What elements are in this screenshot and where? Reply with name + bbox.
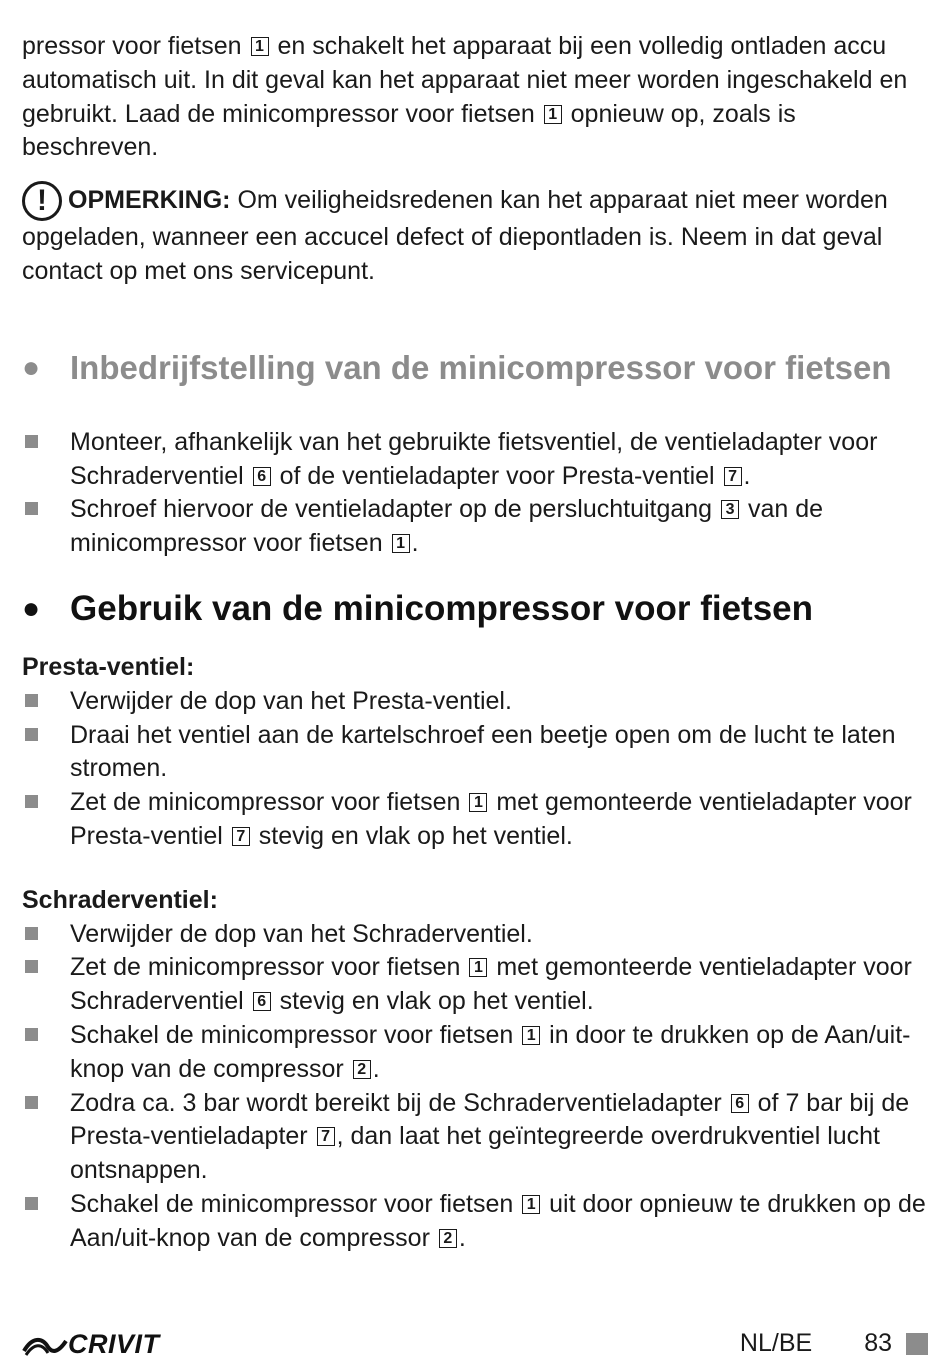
reference-box: 2: [439, 1229, 457, 1248]
note-text: Om veiligheidsredenen kan het apparaat niet meer worden opgeladen, wanneer een accucel defect of diepontladen is. Neem in dat geval contact op met ons servicepunt.: [22, 186, 888, 285]
section-title: Inbedrijfstelling van de minicompressor voor fietsen: [70, 348, 892, 386]
item-text: of 7 bar bij de Presta-ventieladapter: [70, 1088, 910, 1151]
reference-box: 6: [253, 992, 271, 1011]
note-paragraph: [22, 181, 928, 289]
item-text: Monteer, afhankelijk van het gebruikte fietsventiel, de ventieladapter voor Schraderventiel: [70, 427, 878, 490]
reference-box: 1: [544, 105, 562, 124]
brand-logo: [22, 1329, 160, 1360]
list-item: [22, 918, 928, 952]
intro-text: opnieuw op, zoals is beschreven.: [22, 99, 796, 162]
item-text: .: [458, 1223, 466, 1252]
list-item: [22, 951, 928, 1019]
setup-list: [22, 426, 928, 561]
reference-box: 1: [469, 958, 487, 977]
square-bullet-icon: [22, 1188, 70, 1256]
intro-paragraph: [22, 30, 928, 165]
list-item: [22, 1087, 928, 1188]
item-text: uit door opnieuw te drukken op de Aan/uit-knop van de compressor: [70, 1189, 926, 1252]
reference-box: 1: [392, 534, 410, 553]
item-text: .: [372, 1054, 380, 1083]
item-text: Verwijder de dop van het Schraderventiel.: [70, 919, 533, 948]
document-page: [22, 30, 928, 1256]
item-text: Schakel de minicompressor voor fietsen: [70, 1020, 521, 1049]
list-item: [22, 685, 928, 719]
item-text: stevig en vlak op het ventiel.: [251, 821, 573, 850]
square-bullet-icon: [22, 719, 70, 787]
section-heading-gebruik: [22, 588, 928, 628]
reference-box: 1: [251, 37, 269, 56]
square-bullet-icon: [22, 493, 70, 561]
item-text: .: [411, 529, 419, 558]
item-text: met gemonteerde ventieladapter voor Presta-ventiel: [70, 788, 912, 850]
list-item: [22, 786, 928, 854]
reference-box: 7: [232, 827, 250, 846]
brand-name: CRIVIT: [68, 1329, 160, 1359]
reference-box: 2: [353, 1060, 371, 1079]
square-bullet-icon: [22, 426, 70, 494]
item-text: .: [743, 461, 751, 490]
page-footer: [22, 1325, 928, 1365]
page-number: 83: [864, 1329, 892, 1357]
item-text: met gemonteerde ventieladapter voor Schraderventiel: [70, 953, 912, 1016]
reference-box: 6: [731, 1094, 749, 1113]
item-text: Verwijder de dop van het Presta-ventiel.: [70, 686, 512, 715]
heading-bullet-icon: ●: [22, 350, 41, 384]
reference-box: 7: [317, 1127, 335, 1146]
list-item: [22, 426, 928, 494]
item-text: of de ventieladapter voor Presta-ventiel: [272, 461, 722, 490]
footer-right: [740, 1329, 928, 1358]
intro-text: pressor voor fietsen: [22, 32, 249, 60]
list-item: [22, 719, 928, 787]
item-text: Zodra ca. 3 bar wordt bereikt bij de Schraderventieladapter: [70, 1088, 729, 1117]
reference-box: 6: [253, 467, 271, 486]
item-text: Zet de minicompressor voor fietsen: [70, 788, 468, 817]
item-text: Schakel de minicompressor voor fietsen: [70, 1189, 521, 1218]
item-text: stevig en vlak op het ventiel.: [272, 987, 594, 1016]
item-text: Schroef hiervoor de ventieladapter op de persluchtuitgang: [70, 495, 720, 524]
footer-square-icon: [906, 1333, 928, 1355]
note-label: OPMERKING:: [68, 186, 231, 215]
item-text: Zet de minicompressor voor fietsen: [70, 953, 468, 982]
crivit-wave-logo-icon: [22, 1333, 68, 1357]
subheading-schrader: Schraderventiel:: [22, 885, 218, 914]
list-item: [22, 1019, 928, 1087]
square-bullet-icon: [22, 951, 70, 1019]
square-bullet-icon: [22, 786, 70, 854]
reference-box: 1: [469, 793, 487, 812]
item-text: , dan laat het geïntegreerde overdrukventiel lucht ontsnappen.: [70, 1122, 881, 1185]
presta-list: [22, 685, 928, 854]
heading-bullet-icon: ●: [22, 591, 41, 625]
section-heading-inbedrijfstelling: [22, 348, 928, 386]
reference-box: 1: [522, 1026, 540, 1045]
subheading-presta: Presta-ventiel:: [22, 652, 195, 681]
item-text: Draai het ventiel aan de kartelschroef een beetje open om de lucht te laten stromen.: [70, 720, 896, 783]
schrader-list: [22, 918, 928, 1256]
intro-text: en schakelt het apparaat bij een volledig ontladen accu automatisch uit. In dit geval kan het apparaat niet meer worden ingeschakeld en gebruikt. Laad de minicompressor voor fietsen: [22, 32, 908, 128]
language-code: NL/BE: [739, 1329, 813, 1357]
item-text: in door te drukken op de Aan/uit-knop van de compressor: [70, 1020, 911, 1083]
square-bullet-icon: [22, 918, 70, 952]
list-item: [22, 493, 928, 561]
reference-box: 1: [522, 1195, 540, 1214]
exclamation-circle-icon: !: [22, 181, 62, 221]
square-bullet-icon: [22, 685, 70, 719]
square-bullet-icon: [22, 1087, 70, 1188]
section-title: Gebruik van de minicompressor voor fietsen: [70, 588, 813, 628]
list-item: [22, 1188, 928, 1256]
reference-box: 3: [721, 500, 739, 519]
reference-box: 7: [724, 467, 742, 486]
item-text: van de minicompressor voor fietsen: [70, 495, 824, 558]
square-bullet-icon: [22, 1019, 70, 1087]
